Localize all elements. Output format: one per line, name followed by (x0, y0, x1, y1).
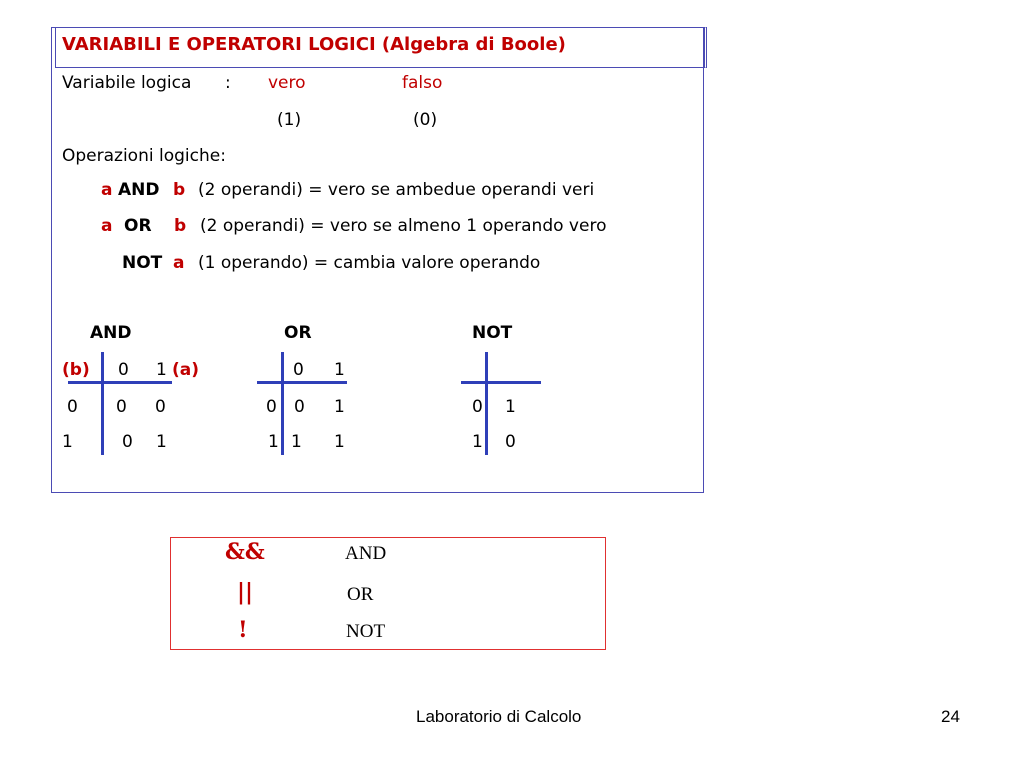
or-operator: OR (124, 216, 152, 236)
not-cell: 1 (505, 397, 516, 417)
or-row-key: 1 (268, 432, 279, 452)
and-col-axis-label: (a) (172, 360, 200, 380)
not-table-label: NOT (472, 323, 513, 343)
variabile-label: Variabile logica (62, 73, 192, 93)
or-symbol: || (237, 579, 254, 605)
vero-label: vero (268, 73, 306, 93)
page-number: 24 (941, 707, 960, 726)
or-cell: 1 (334, 397, 345, 417)
and-row-key: 0 (67, 397, 78, 417)
or-row-key: 0 (266, 397, 277, 417)
or-operand-a: a (101, 216, 113, 236)
and-description: (2 operandi) = vero se ambedue operandi veri (198, 180, 595, 200)
variabile-colon: : (225, 73, 231, 93)
and-table-hline (68, 381, 172, 384)
and-symbol-name: AND (345, 543, 387, 564)
not-operand-a: a (173, 253, 185, 273)
or-cell: 0 (294, 397, 305, 417)
and-col-header: 0 (118, 360, 129, 380)
and-cell: 0 (116, 397, 127, 417)
not-table-hline (461, 381, 541, 384)
and-cell: 0 (155, 397, 166, 417)
and-row-key: 1 (62, 432, 73, 452)
not-description: (1 operando) = cambia valore operando (198, 253, 541, 273)
not-symbol: ! (238, 617, 248, 643)
and-operator: AND (118, 180, 160, 200)
and-col-header: 1 (156, 360, 167, 380)
and-symbol: && (225, 539, 265, 565)
or-description: (2 operandi) = vero se almeno 1 operando vero (200, 216, 607, 236)
or-col-header: 1 (334, 360, 345, 380)
and-row-axis-label: (b) (62, 360, 90, 380)
and-operand-a: a (101, 180, 113, 200)
not-row-key: 0 (472, 397, 483, 417)
not-table-vline (485, 352, 488, 455)
or-table-vline (281, 352, 284, 455)
or-cell: 1 (334, 432, 345, 452)
falso-value: (0) (413, 110, 438, 130)
or-cell: 1 (291, 432, 302, 452)
falso-label: falso (402, 73, 443, 93)
or-table-hline (257, 381, 347, 384)
slide-title: VARIABILI E OPERATORI LOGICI (Algebra di Boole) (62, 34, 566, 55)
vero-value: (1) (277, 110, 302, 130)
or-operand-b: b (174, 216, 187, 236)
not-cell: 0 (505, 432, 516, 452)
or-symbol-name: OR (347, 584, 374, 605)
and-operand-b: b (173, 180, 186, 200)
and-cell: 1 (156, 432, 167, 452)
operazioni-heading: Operazioni logiche: (62, 146, 226, 166)
and-table-vline (101, 352, 104, 455)
not-operator: NOT (122, 253, 163, 273)
and-table-label: AND (90, 323, 132, 343)
footer-title: Laboratorio di Calcolo (416, 707, 582, 726)
not-row-key: 1 (472, 432, 483, 452)
or-col-header: 0 (293, 360, 304, 380)
and-cell: 0 (122, 432, 133, 452)
not-symbol-name: NOT (346, 621, 386, 642)
or-table-label: OR (284, 323, 312, 343)
